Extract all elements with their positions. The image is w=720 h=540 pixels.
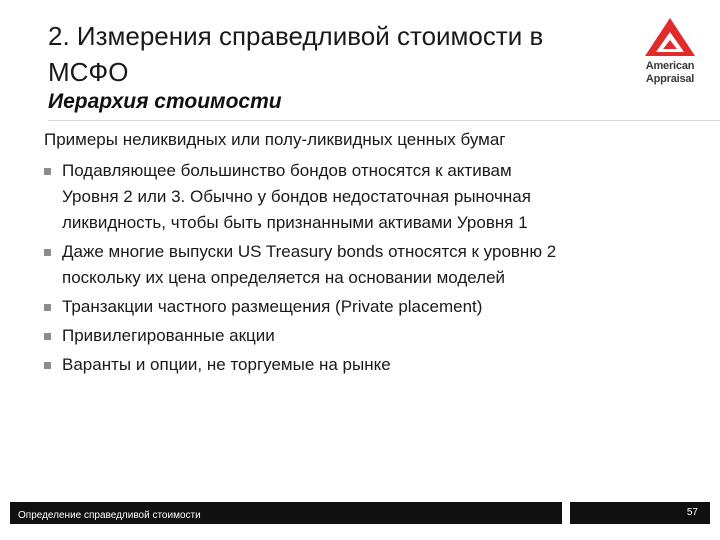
header-divider bbox=[48, 120, 720, 121]
company-logo bbox=[628, 16, 712, 92]
bullet-text: Подавляющее большинство бондов относятся к активам Уровня 2 или 3. Обычно у бондов недостаточная рыночная ликвидность, чтобы быть признанными активами Уровня 1 bbox=[62, 161, 531, 232]
footer-bar bbox=[10, 502, 562, 524]
page-number-box bbox=[570, 502, 710, 524]
square-bullet-icon bbox=[44, 304, 51, 311]
square-bullet-icon bbox=[44, 249, 51, 256]
bullet-list bbox=[44, 158, 684, 381]
triangle-logo-icon bbox=[643, 16, 697, 58]
bullet-text: Привилегированные акции bbox=[62, 326, 275, 345]
page-number: 57 bbox=[686, 507, 698, 518]
logo-text-line2: Appraisal bbox=[645, 73, 695, 85]
bullet-item bbox=[44, 294, 684, 320]
intro-text: Примеры неликвидных или полу-ликвидных ценных бумаг bbox=[44, 130, 506, 149]
section-subtitle: Иерархия стоимости bbox=[48, 90, 282, 113]
square-bullet-icon bbox=[44, 168, 51, 175]
bullet-text: Даже многие выпуски US Treasury bonds относятся к уровню 2 поскольку их цена определяется на основании моделей bbox=[62, 242, 557, 287]
square-bullet-icon bbox=[44, 333, 51, 340]
bullet-item bbox=[44, 158, 684, 236]
bullet-item bbox=[44, 239, 684, 291]
bullet-item bbox=[44, 323, 684, 349]
slide-title: 2. Измерения справедливой стоимости в МСФО bbox=[48, 21, 544, 87]
bullet-text: Варанты и опции, не торгуемые на рынке bbox=[62, 355, 391, 374]
footer-text: Определение справедливой стоимости bbox=[18, 510, 201, 521]
bullet-item bbox=[44, 352, 684, 378]
bullet-text: Транзакции частного размещения (Private placement) bbox=[62, 297, 483, 316]
square-bullet-icon bbox=[44, 362, 51, 369]
logo-text-line1: American bbox=[645, 60, 695, 72]
